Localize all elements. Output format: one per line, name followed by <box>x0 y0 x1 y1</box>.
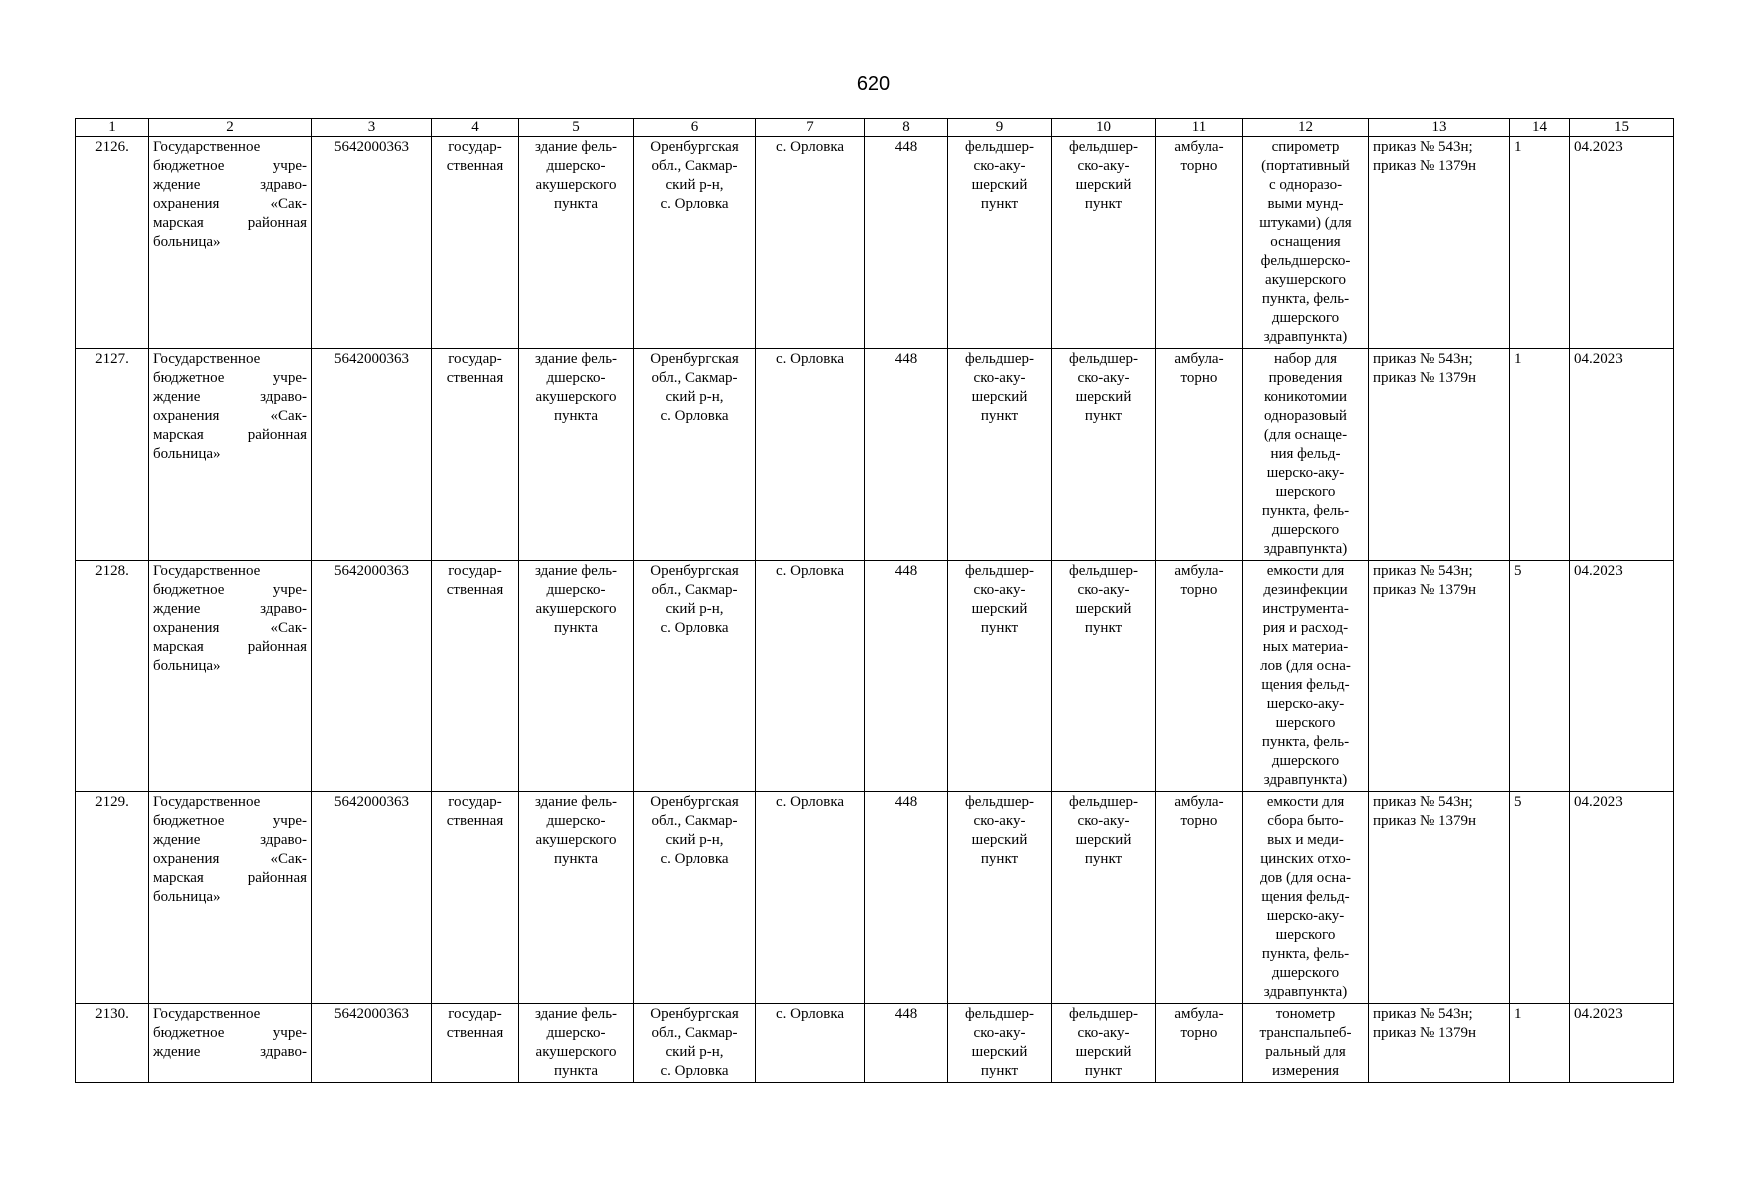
address-cell: Оренбургская обл., Сакмар- ский р-н, с. Орловка <box>634 1004 756 1083</box>
registry-table <box>75 118 1674 1083</box>
ownership-cell: государ- ственная <box>432 561 519 792</box>
date-cell: 04.2023 <box>1570 792 1674 1004</box>
column-header: 7 <box>756 119 865 137</box>
building-cell: здание фель- дшерско- акушерского пункта <box>519 561 634 792</box>
column-header: 10 <box>1052 119 1156 137</box>
building-cell: здание фель- дшерско- акушерского пункта <box>519 1004 634 1083</box>
care-mode-cell: амбула- торно <box>1156 792 1243 1004</box>
quantity-cell: 1 <box>1510 349 1570 561</box>
code-cell: 448 <box>865 137 948 349</box>
quantity-cell: 1 <box>1510 1004 1570 1083</box>
facility-subtype-cell: фельдшер- ско-аку- шерский пункт <box>1052 561 1156 792</box>
facility-type-cell: фельдшер- ско-аку- шерский пункт <box>948 137 1052 349</box>
organization-cell: Государственное бюджетное учре- ждение здраво- <box>149 1004 312 1083</box>
care-mode-cell: амбула- торно <box>1156 1004 1243 1083</box>
table-row <box>76 1004 1674 1083</box>
locality-cell: с. Орловка <box>756 561 865 792</box>
row-number: 2130. <box>76 1004 149 1083</box>
table-row <box>76 349 1674 561</box>
facility-subtype-cell: фельдшер- ско-аку- шерский пункт <box>1052 349 1156 561</box>
ownership-cell: государ- ственная <box>432 792 519 1004</box>
row-number: 2129. <box>76 792 149 1004</box>
care-mode-cell: амбула- торно <box>1156 561 1243 792</box>
order-cell: приказ № 543н; приказ № 1379н <box>1369 1004 1510 1083</box>
inn-cell: 5642000363 <box>312 792 432 1004</box>
address-cell: Оренбургская обл., Сакмар- ский р-н, с. Орловка <box>634 792 756 1004</box>
equipment-cell: спирометр (портативный с одноразо- выми мунд- штуками) (для оснащения фельдшерско- акушерского пункта, фель- дшерского здравпункта) <box>1243 137 1369 349</box>
order-cell: приказ № 543н; приказ № 1379н <box>1369 349 1510 561</box>
column-header: 11 <box>1156 119 1243 137</box>
column-header: 3 <box>312 119 432 137</box>
organization-cell: Государственное бюджетное учре- ждение здраво- охранения «Сак- марская районная больница» <box>149 561 312 792</box>
address-cell: Оренбургская обл., Сакмар- ский р-н, с. Орловка <box>634 349 756 561</box>
code-cell: 448 <box>865 349 948 561</box>
building-cell: здание фель- дшерско- акушерского пункта <box>519 137 634 349</box>
equipment-cell: емкости для сбора быто- вых и меди- цинских отхо- дов (для осна- щения фельд- шерско-аку- шерского пункта, фель- дшерского здравпункта) <box>1243 792 1369 1004</box>
organization-cell: Государственное бюджетное учре- ждение здраво- охранения «Сак- марская районная больница» <box>149 137 312 349</box>
building-cell: здание фель- дшерско- акушерского пункта <box>519 349 634 561</box>
column-header: 12 <box>1243 119 1369 137</box>
ownership-cell: государ- ственная <box>432 349 519 561</box>
column-header: 4 <box>432 119 519 137</box>
locality-cell: с. Орловка <box>756 349 865 561</box>
table-row <box>76 792 1674 1004</box>
code-cell: 448 <box>865 1004 948 1083</box>
inn-cell: 5642000363 <box>312 561 432 792</box>
care-mode-cell: амбула- торно <box>1156 137 1243 349</box>
date-cell: 04.2023 <box>1570 349 1674 561</box>
organization-cell: Государственное бюджетное учре- ждение здраво- охранения «Сак- марская районная больница» <box>149 349 312 561</box>
facility-subtype-cell: фельдшер- ско-аку- шерский пункт <box>1052 137 1156 349</box>
locality-cell: с. Орловка <box>756 137 865 349</box>
inn-cell: 5642000363 <box>312 349 432 561</box>
code-cell: 448 <box>865 792 948 1004</box>
order-cell: приказ № 543н; приказ № 1379н <box>1369 561 1510 792</box>
quantity-cell: 1 <box>1510 137 1570 349</box>
date-cell: 04.2023 <box>1570 1004 1674 1083</box>
table-row <box>76 561 1674 792</box>
column-header: 6 <box>634 119 756 137</box>
facility-subtype-cell: фельдшер- ско-аку- шерский пункт <box>1052 1004 1156 1083</box>
column-header: 15 <box>1570 119 1674 137</box>
order-cell: приказ № 543н; приказ № 1379н <box>1369 792 1510 1004</box>
quantity-cell: 5 <box>1510 561 1570 792</box>
column-header: 5 <box>519 119 634 137</box>
column-header: 13 <box>1369 119 1510 137</box>
column-header: 9 <box>948 119 1052 137</box>
column-header: 14 <box>1510 119 1570 137</box>
equipment-cell: емкости для дезинфекции инструмента- рия и расход- ных материа- лов (для осна- щения фельд- шерско-аку- шерского пункта, фель- дшерского здравпункта) <box>1243 561 1369 792</box>
code-cell: 448 <box>865 561 948 792</box>
quantity-cell: 5 <box>1510 792 1570 1004</box>
inn-cell: 5642000363 <box>312 1004 432 1083</box>
facility-type-cell: фельдшер- ско-аку- шерский пункт <box>948 1004 1052 1083</box>
locality-cell: с. Орловка <box>756 792 865 1004</box>
row-number: 2126. <box>76 137 149 349</box>
equipment-cell: набор для проведения коникотомии одноразовый (для оснаще- ния фельд- шерско-аку- шерского пункта, фель- дшерского здравпункта) <box>1243 349 1369 561</box>
date-cell: 04.2023 <box>1570 561 1674 792</box>
column-header: 8 <box>865 119 948 137</box>
address-cell: Оренбургская обл., Сакмар- ский р-н, с. Орловка <box>634 561 756 792</box>
locality-cell: с. Орловка <box>756 1004 865 1083</box>
organization-cell: Государственное бюджетное учре- ждение здраво- охранения «Сак- марская районная больница» <box>149 792 312 1004</box>
column-header: 1 <box>76 119 149 137</box>
column-header: 2 <box>149 119 312 137</box>
ownership-cell: государ- ственная <box>432 137 519 349</box>
building-cell: здание фель- дшерско- акушерского пункта <box>519 792 634 1004</box>
row-number: 2128. <box>76 561 149 792</box>
facility-subtype-cell: фельдшер- ско-аку- шерский пункт <box>1052 792 1156 1004</box>
page-number: 620 <box>856 73 891 95</box>
row-number: 2127. <box>76 349 149 561</box>
header-row <box>76 119 1674 137</box>
date-cell: 04.2023 <box>1570 137 1674 349</box>
inn-cell: 5642000363 <box>312 137 432 349</box>
care-mode-cell: амбула- торно <box>1156 349 1243 561</box>
equipment-cell: тонометр транспальпеб- ральный для измерения <box>1243 1004 1369 1083</box>
ownership-cell: государ- ственная <box>432 1004 519 1083</box>
facility-type-cell: фельдшер- ско-аку- шерский пункт <box>948 561 1052 792</box>
table-row <box>76 137 1674 349</box>
facility-type-cell: фельдшер- ско-аку- шерский пункт <box>948 349 1052 561</box>
facility-type-cell: фельдшер- ско-аку- шерский пункт <box>948 792 1052 1004</box>
address-cell: Оренбургская обл., Сакмар- ский р-н, с. Орловка <box>634 137 756 349</box>
order-cell: приказ № 543н; приказ № 1379н <box>1369 137 1510 349</box>
